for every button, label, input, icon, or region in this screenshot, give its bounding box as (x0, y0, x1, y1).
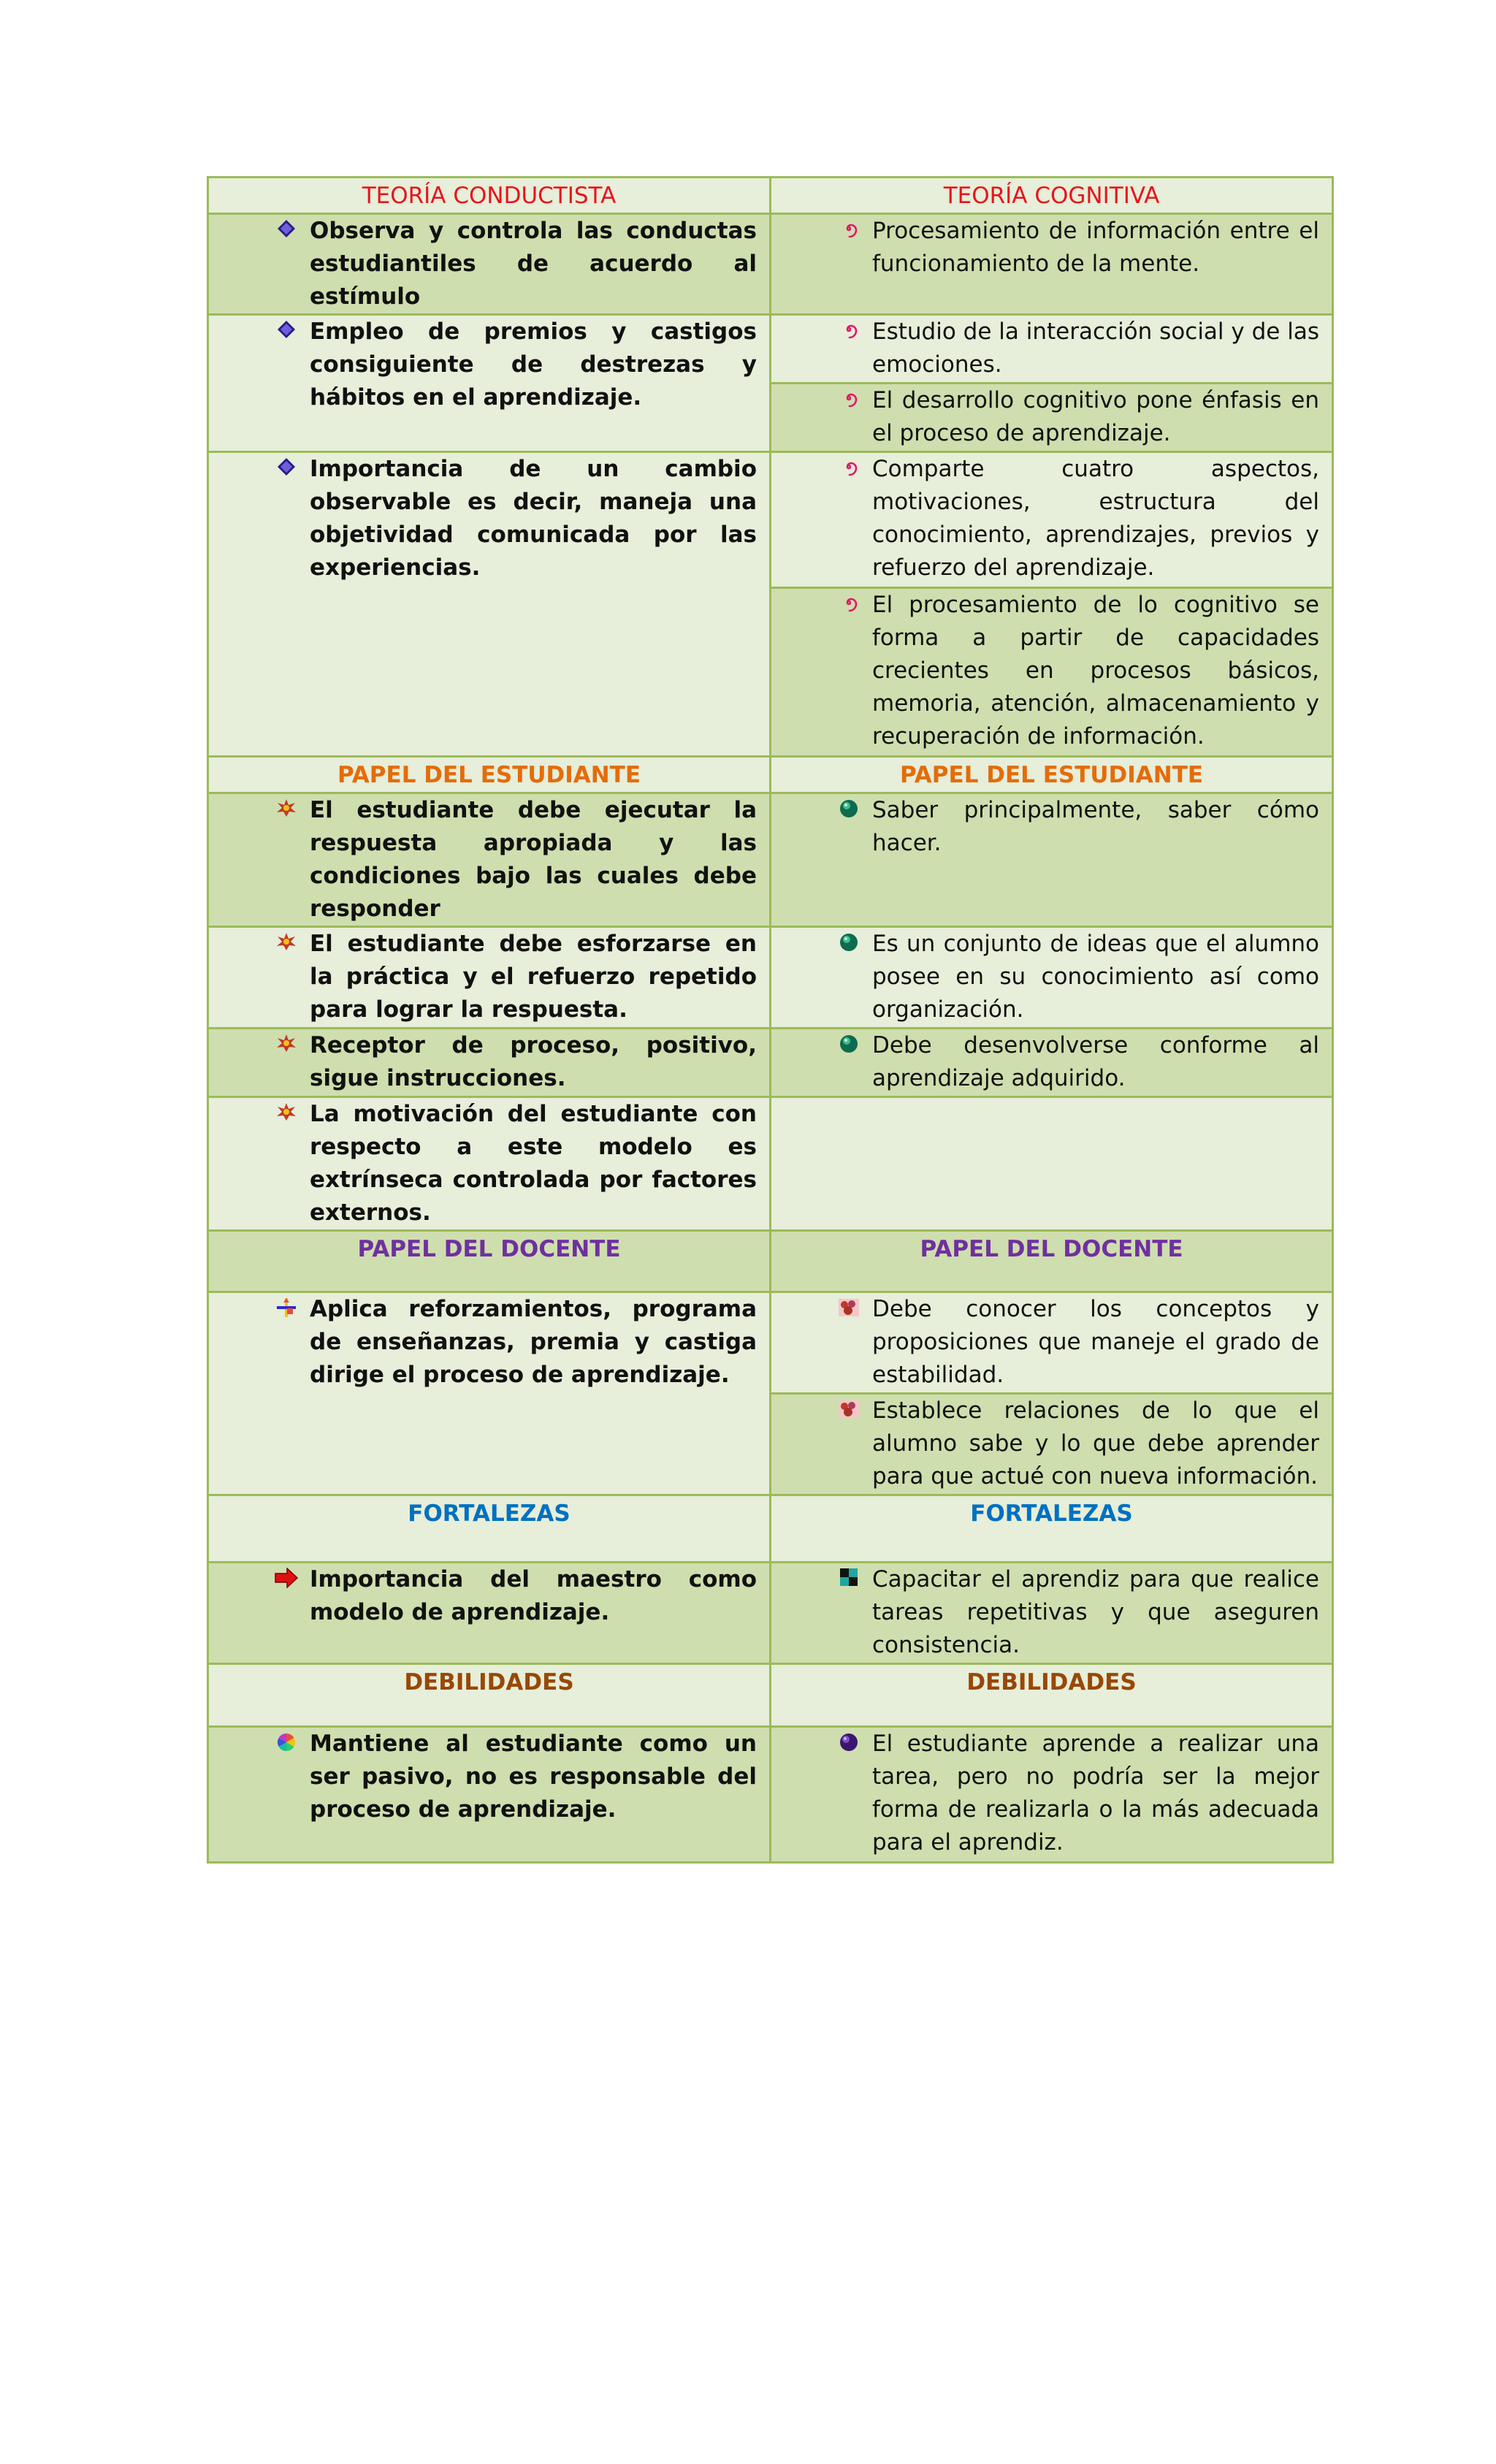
header-fortalezas-left: FORTALEZAS (208, 1495, 771, 1563)
spiral-icon (825, 215, 872, 248)
spiral-icon (825, 384, 872, 417)
comparison-table (207, 176, 1334, 1864)
list-item (771, 1029, 1332, 1095)
theory-left-text: Empleo de premios y castigos consiguiente de destrezas y hábitos en el aprendizaje. (310, 319, 757, 411)
docente-right-text: Establece relaciones de lo que el alumno sabe y lo que debe aprender para que actué con nueva información. (872, 1397, 1319, 1490)
theory-left-text: Importancia de un cambio observable es decir, maneja una objetividad comunicada por las experiencias. (310, 456, 757, 581)
theory-right-text: Estudio de la interacción social y de las emociones. (872, 319, 1319, 378)
estudiante-left-text: Receptor de proceso, positivo, sigue instrucciones. (310, 1032, 757, 1091)
theory-right-text: Procesamiento de información entre el funcionamiento de la mente. (872, 218, 1319, 277)
fortalezas-right-text: Capacitar el aprendiz para que realice tareas repetitivas y que aseguren consistencia. (872, 1566, 1319, 1658)
docente-left-cell-1 (208, 1292, 771, 1495)
header-conductista: TEORÍA CONDUCTISTA (208, 178, 771, 214)
fortalezas-left-text: Importancia del maestro como modelo de aprendizaje. (310, 1566, 757, 1625)
list-item (771, 589, 1332, 753)
list-item (209, 794, 769, 926)
purple-ball-icon (825, 1728, 872, 1761)
debilidades-left-cell (208, 1727, 771, 1863)
fortalezas-left-cell (208, 1563, 771, 1664)
flower-icon (825, 1395, 872, 1427)
debilidades-right-text: El estudiante aprende a realizar una tarea, pero no podría ser la mejor forma de realizarla o la más adecuada para el aprendiz. (872, 1731, 1319, 1855)
spiral-icon (825, 316, 872, 348)
debilidades-right-cell (771, 1727, 1333, 1863)
docente-right-text: Debe conocer los conceptos y proposiciones que maneje el grado de estabilidad. (872, 1296, 1319, 1388)
globe-icon (825, 794, 872, 827)
estudiante-right-text: Debe desenvolverse conforme al aprendizaje adquirido. (872, 1032, 1319, 1091)
spiral-icon (825, 589, 872, 622)
list-item (771, 794, 1332, 860)
theory-left-cell-2 (208, 315, 771, 452)
docente-left-text: Aplica reforzamientos, programa de enseñanzas, premia y castiga dirige el proceso de aprendizaje. (310, 1296, 757, 1388)
list-item (771, 928, 1332, 1026)
theory-right-cell-1 (771, 214, 1333, 315)
list-item (771, 316, 1332, 381)
header-debilidades-right: DEBILIDADES (771, 1664, 1333, 1727)
red-arrow-icon (263, 1563, 310, 1596)
list-item (771, 215, 1332, 281)
list-item (209, 1098, 769, 1229)
debilidades-left-text: Mantiene al estudiante como un ser pasivo, no es responsable del proceso de aprendizaje. (310, 1731, 757, 1823)
cross-arrow-icon (263, 1293, 310, 1326)
list-item (209, 215, 769, 313)
star-burst-icon (263, 1098, 310, 1131)
list-item (771, 1293, 1332, 1392)
estudiante-right-cell-1 (771, 793, 1333, 927)
theory-right-text: El procesamiento de lo cognitivo se forma a partir de capacidades crecientes en procesos básicos, memoria, atención, almacenamiento y recuperación de información. (872, 592, 1319, 750)
estudiante-right-cell-2 (771, 927, 1333, 1029)
list-item (771, 384, 1332, 450)
checker-square-icon (825, 1563, 872, 1596)
header-cognitiva: TEORÍA COGNITIVA (771, 178, 1333, 214)
list-item (771, 1728, 1332, 1859)
estudiante-left-cell-4 (208, 1097, 771, 1231)
theory-right-cell-4 (771, 452, 1333, 588)
header-docente-right: PAPEL DEL DOCENTE (771, 1231, 1333, 1292)
theory-left-cell-1 (208, 214, 771, 315)
color-wheel-icon (263, 1728, 310, 1761)
list-item (209, 1029, 769, 1095)
estudiante-right-text: Es un conjunto de ideas que el alumno posee en su conocimiento así como organización. (872, 931, 1319, 1023)
list-item (209, 928, 769, 1026)
star-burst-icon (263, 928, 310, 961)
list-item (771, 1395, 1332, 1493)
fortalezas-right-cell (771, 1563, 1333, 1664)
theory-right-text: El desarrollo cognitivo pone énfasis en el proceso de aprendizaje. (872, 387, 1319, 446)
list-item (209, 316, 769, 414)
theory-right-cell-5 (771, 588, 1333, 757)
star-burst-icon (263, 1029, 310, 1062)
flower-icon (825, 1293, 872, 1326)
estudiante-right-cell-3 (771, 1029, 1333, 1097)
list-item (771, 453, 1332, 584)
list-item (771, 1563, 1332, 1662)
theory-left-cell-3 (208, 452, 771, 757)
diamond-icon (263, 215, 310, 248)
header-fortalezas-right: FORTALEZAS (771, 1495, 1333, 1563)
list-item (209, 1728, 769, 1826)
estudiante-right-text: Saber principalmente, saber cómo hacer. (872, 797, 1319, 856)
spiral-icon (825, 453, 872, 486)
globe-icon (825, 1029, 872, 1062)
docente-right-cell-2 (771, 1394, 1333, 1495)
list-item (209, 453, 769, 584)
docente-right-cell-1 (771, 1292, 1333, 1394)
header-debilidades-left: DEBILIDADES (208, 1664, 771, 1727)
estudiante-left-cell-3 (208, 1029, 771, 1097)
estudiante-left-text: El estudiante debe ejecutar la respuesta apropiada y las condiciones bajo las cuales debe responder (310, 797, 757, 922)
estudiante-left-text: La motivación del estudiante con respecto a este modelo es extrínseca controlada por factores externos. (310, 1101, 757, 1226)
estudiante-left-cell-2 (208, 927, 771, 1029)
header-estudiante-left: PAPEL DEL ESTUDIANTE (208, 757, 771, 793)
diamond-icon (263, 453, 310, 486)
theory-right-text: Comparte cuatro aspectos, motivaciones, estructura del conocimiento, aprendizajes, previos y refuerzo del aprendizaje. (872, 456, 1319, 581)
list-item (209, 1563, 769, 1629)
theory-right-cell-3 (771, 384, 1333, 452)
estudiante-left-cell-1 (208, 793, 771, 927)
header-estudiante-right: PAPEL DEL ESTUDIANTE (771, 757, 1333, 793)
theory-right-cell-2 (771, 315, 1333, 384)
globe-icon (825, 928, 872, 961)
header-docente-left: PAPEL DEL DOCENTE (208, 1231, 771, 1292)
list-item (209, 1293, 769, 1392)
estudiante-right-cell-4 (771, 1097, 1333, 1231)
diamond-icon (263, 316, 310, 348)
theory-left-text: Observa y controla las conductas estudiantiles de acuerdo al estímulo (310, 218, 757, 310)
estudiante-left-text: El estudiante debe esforzarse en la práctica y el refuerzo repetido para lograr la respuesta. (310, 931, 757, 1023)
star-burst-icon (263, 794, 310, 827)
